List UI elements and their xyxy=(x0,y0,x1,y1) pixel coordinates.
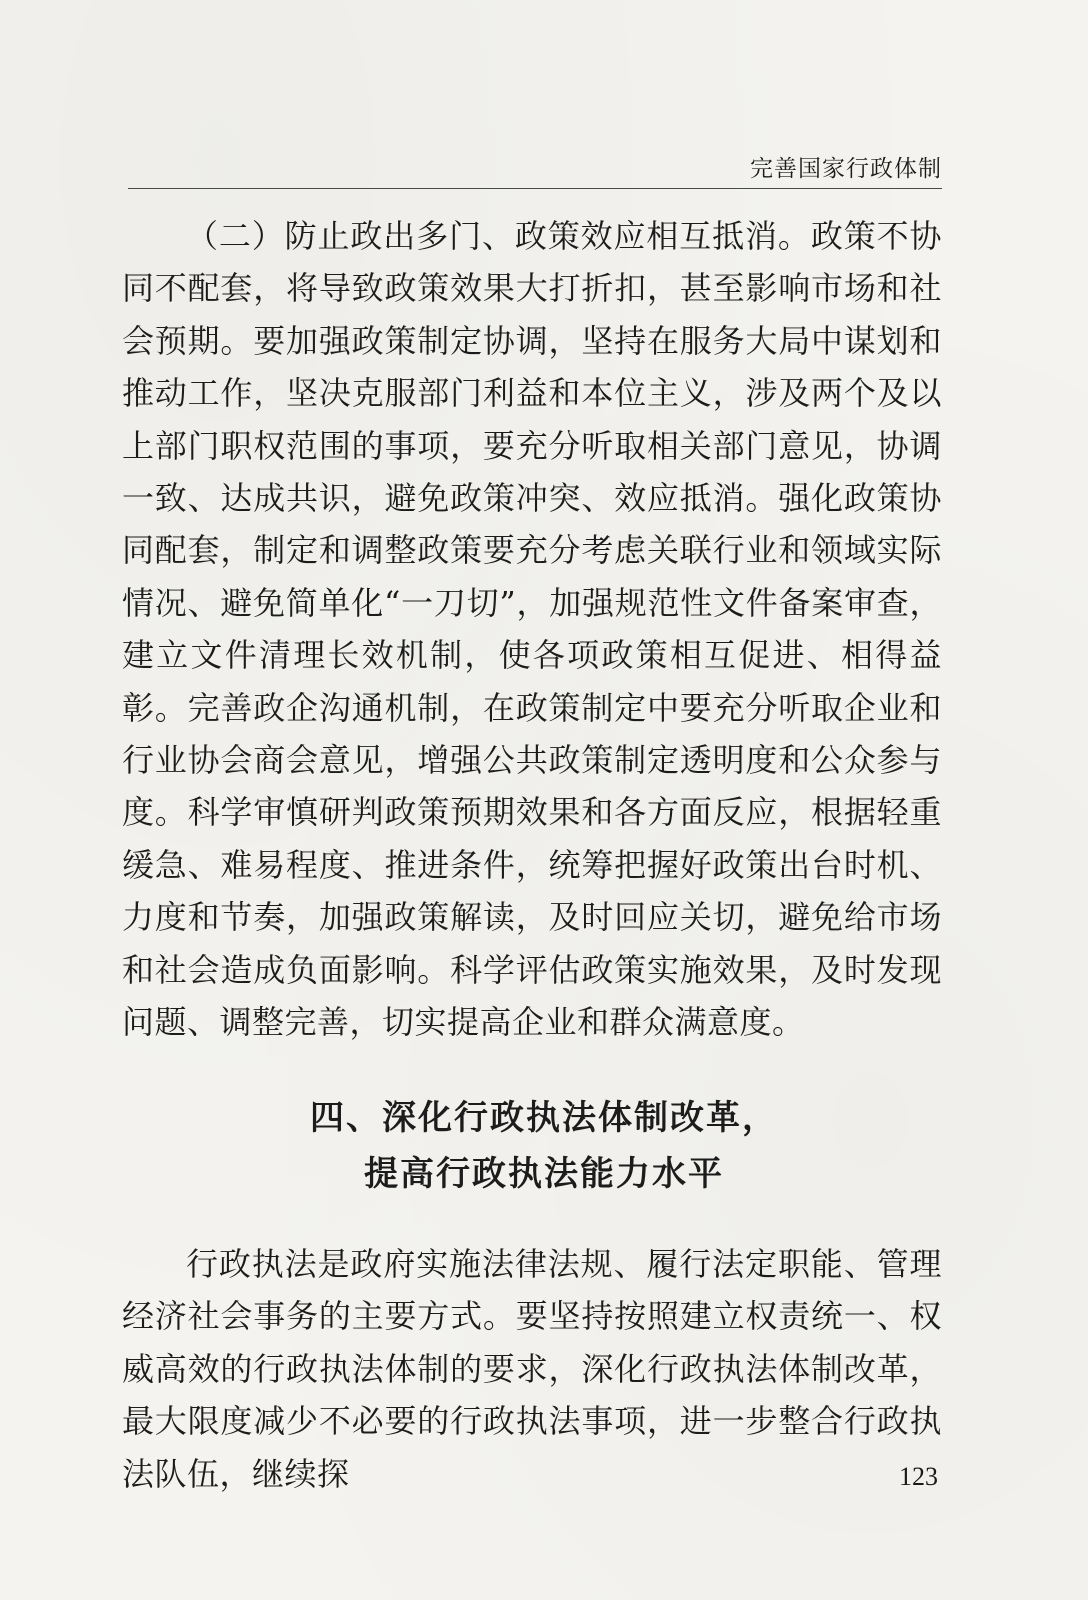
paragraph-body-text: 政策不协同不配套，将导致政策效果大打折扣，甚至影响市场和社会预期。要加强政策制定协调，坚持在服务大局中谋划和推动工作，坚决克服部门利益和本位主义，涉及两个及以上部门职权范围的事项，要充分听取相关部门意见，协调一致、达成共识，避免政策冲突、效应抵消。强化政策协同配套，制定和调整政策要充分考虑关联行业和领域实际情况、避免简单化“一刀切”，加强规范性文件备案审查，建立文件清理长效机制，使各项政策相互促进、相得益彰。完善政企沟通机制，在政策制定中要充分听取企业和行业协会商会意见，增强公共政策制定透明度和公众参与度。科学审慎研判政策预期效果和各方面反应，根据轻重缓急、难易程度、推进条件，统筹把握好政策出台时机、力度和节奏，加强政策解读，及时回应关切，避免给市场和社会造成负面影响。科学评估政策实施效果，及时发现问题、调整完善，切实提高企业和群众满意度。 xyxy=(122,217,942,1042)
header-rule xyxy=(128,188,942,189)
section-heading-line-1: 四、深化行政执法体制改革， xyxy=(310,1098,778,1138)
body-paragraph-2: 行政执法是政府实施法律法规、履行法定职能、管理经济社会事务的主要方式。要坚持按照建立权责统一、权威高效的行政执法体制的要求，深化行政执法体制改革，最大限度减少不必要的行政执法事项，进一步整合行政执法队伍，继续探 xyxy=(122,1245,942,1493)
body-paragraph-1 xyxy=(122,210,942,1049)
paragraph-lead-heading: （二）防止政出多门、政策效应相互抵消。 xyxy=(186,217,811,255)
page-number: 123 xyxy=(899,1462,938,1491)
section-heading xyxy=(0,1090,1088,1202)
section-heading-line-2: 提高行政执法能力水平 xyxy=(364,1154,724,1194)
running-head: 完善国家行政体制 xyxy=(750,156,942,182)
